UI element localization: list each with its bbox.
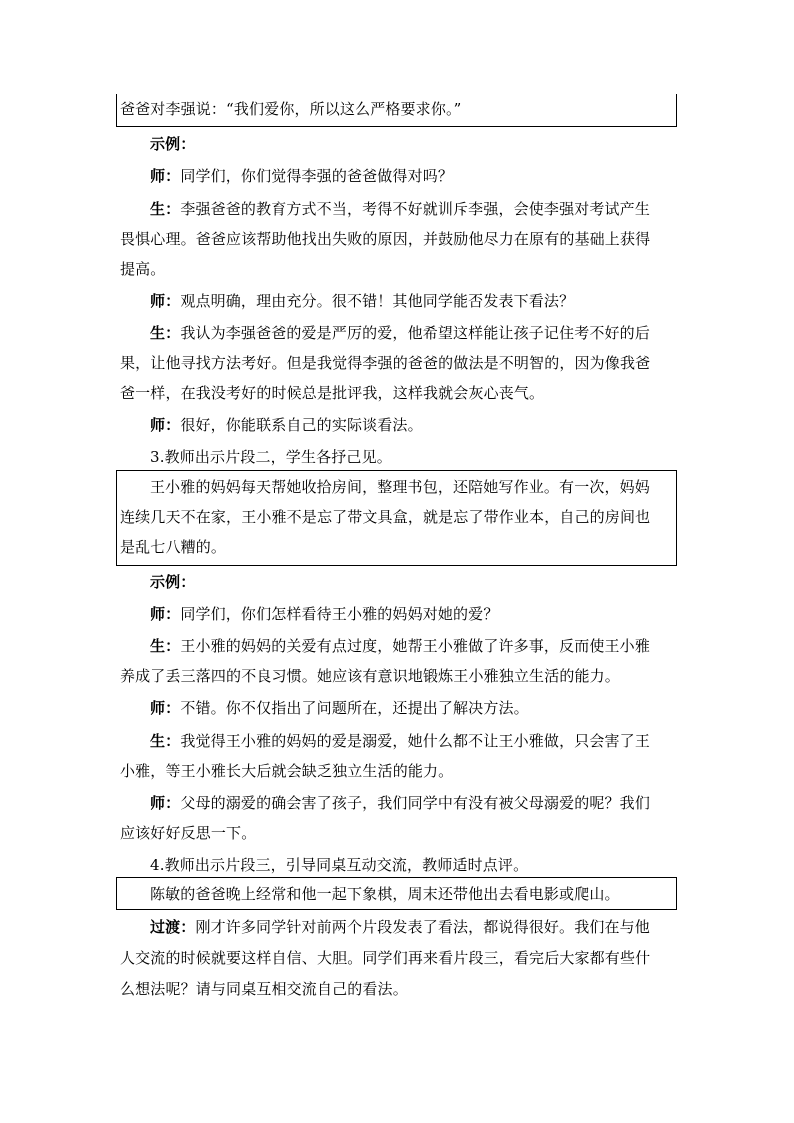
dialogue-text: 观点明确，理由充分。很不错！其他同学能否发表下看法？ [180, 292, 575, 310]
teacher-line-3 [150, 415, 720, 435]
speaker-student: 生： [150, 324, 181, 342]
excerpt-2-line: 王小雅的妈妈每天帮她收拾房间，整理书包，还陪她写作业。有一次，妈妈 [150, 478, 650, 496]
teacher-line-6 [150, 793, 720, 813]
dialogue-continuation: 畏惧心理。爸爸应该帮助他找出失败的原因，并鼓励他尽力在原有的基础上获得 [120, 230, 651, 248]
dialogue-continuation: 提高。 [120, 260, 166, 278]
transition-text: 刚才许多同学针对前两个片段发表了看法，都说得很好。我们在与他 [195, 918, 650, 936]
excerpt-1-line: 爸爸对李强说：“我们爱你，所以这么严格要求你。” [120, 100, 462, 118]
step-3-instruction: 3.教师出示片段二，学生各抒己见。 [150, 448, 392, 466]
dialogue-text: 我认为李强爸爸的爱是严厉的爱，他希望这样能让孩子记住考不好的后 [180, 324, 650, 342]
example-1-heading: 示例： [150, 135, 196, 153]
dialogue-text: 李强爸爸的教育方式不当，考得不好就训斥李强，会使李强对考试产生 [180, 200, 650, 218]
step-4-instruction: 4.教师出示片段三，引导同桌互动交流，教师适时点评。 [150, 856, 529, 874]
transition-continuation: 么想法呢？请与同桌互相交流自己的看法。 [120, 980, 408, 998]
student-line-1 [150, 199, 720, 219]
dialogue-text: 同学们，你们怎样看待王小雅的妈妈对她的爱？ [180, 605, 499, 623]
excerpt-3-line: 陈敏的爸爸晚上经常和他一起下象棋，周末还带他出去看电影或爬山。 [150, 885, 620, 903]
student-line-2 [150, 323, 720, 343]
dialogue-text: 不错。你不仅指出了问题所在，还提出了解决方法。 [180, 699, 529, 717]
speaker-teacher: 师： [150, 794, 181, 812]
dialogue-text: 同学们，你们觉得李强的爸爸做得对吗？ [180, 167, 454, 185]
dialogue-text: 我觉得王小雅的妈妈的爱是溺爱，她什么都不让王小雅做，只会害了王 [180, 732, 650, 750]
dialogue-text: 王小雅的妈妈的关爱有点过度，她帮王小雅做了许多事，反而使王小雅 [180, 637, 650, 655]
dialogue-continuation: 养成了丢三落四的不良习惯。她应该有意识地锻炼王小雅独立生活的能力。 [120, 667, 620, 685]
speaker-teacher: 师： [150, 605, 181, 623]
teacher-line-1 [150, 166, 720, 186]
speaker-student: 生： [150, 200, 181, 218]
dialogue-text: 很好，你能联系自己的实际谈看法。 [180, 416, 423, 434]
excerpt-2-line: 是乱七八糟的。 [120, 538, 227, 556]
dialogue-text: 父母的溺爱的确会害了孩子，我们同学中有没有被父母溺爱的呢？我们 [180, 794, 650, 812]
speaker-teacher: 师： [150, 167, 181, 185]
transition-continuation: 人交流的时候就要这样自信、大胆。同学们再来看片段三，看完后大家都有些什 [120, 949, 651, 967]
excerpt-2-line: 连续几天不在家，王小雅不是忘了带文具盒，就是忘了带作业本，自己的房间也 [120, 508, 651, 526]
teacher-line-2 [150, 291, 720, 311]
speaker-student: 生： [150, 732, 181, 750]
dialogue-continuation: 小雅，等王小雅长大后就会缺乏独立生活的能力。 [120, 762, 454, 780]
transition-paragraph [150, 917, 720, 937]
transition-label: 过渡： [150, 918, 196, 936]
example-2-heading: 示例： [150, 573, 196, 591]
dialogue-continuation: 果，让他寻找方法考好。但是我觉得李强的爸爸的做法是不明智的，因为像我爸 [120, 354, 651, 372]
teacher-line-5 [150, 698, 720, 718]
dialogue-continuation: 爸一样，在我没考好的时候总是批评我，这样我就会灰心丧气。 [120, 384, 545, 402]
student-line-4 [150, 731, 720, 751]
speaker-teacher: 师： [150, 416, 181, 434]
speaker-teacher: 师： [150, 292, 181, 310]
teacher-line-4 [150, 604, 720, 624]
speaker-teacher: 师： [150, 699, 181, 717]
student-line-3 [150, 636, 720, 656]
speaker-student: 生： [150, 637, 181, 655]
dialogue-continuation: 应该好好反思一下。 [120, 824, 257, 842]
